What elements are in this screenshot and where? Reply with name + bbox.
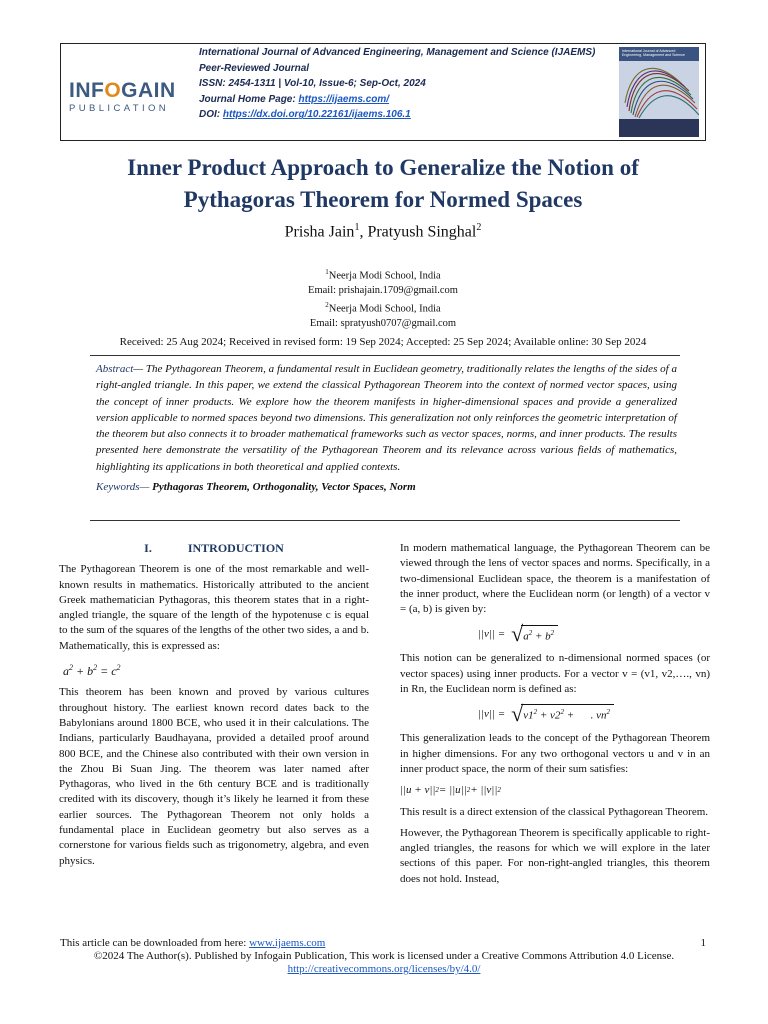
page-footer [60,937,708,976]
affiliations [60,265,706,331]
right-paragraph-3: This generalization leads to the concept of the Pythagorean Theorem in higher dimensions. For any two orthogonal vectors u and v in an inner product space, the norm of their sum satisfies: [400,732,710,775]
license-link[interactable]: http://creativecommons.org/licenses/by/4.0/ [287,963,481,975]
journal-cover-image [619,47,699,137]
orthogonal-sum-equation: ||u + v|| 2 = ||u|| 2 + ||v|| 2 [400,784,501,797]
keywords-text: Pythagoras Theorem, Orthogonality, Vector Spaces, Norm [152,481,416,494]
intro-paragraph-2: This theorem has been known and proved by various cultures throughout history. The earliest known record dates back to the Babylonians around 1800 BCE, who used it in their calculations. The Indians, particularly Baudhayana, provided a detailed proof around 800 BCE, and the Chinese also contributed with their own version in the Zhou Bi Suan Jing. The theorem was later named after Pythagoras, who lived in the 6th century BCE and is traditionally credited with its discovery, though it’s likely he learned it from these earlier sources. The Pythagorean Theorem not only holds a fundamental place in Euclidean geometry but also serves as a cornerstone for various fields such as trigonometry, algebra, and even physics. [59,686,369,867]
abstract-text: The Pythagorean Theorem, a fundamental result in Euclidean geometry, traditionally relates the lengths of the sides of a right-angled triangle. In this paper, we extend the classical Pythagorean Theorem into the context of normed vector spaces, using the concept of inner products. We explore how the theorem manifests in higher-dimensional spaces and provide a generalized version applicable to normed spaces beyond two dimensions. This generalization not only reinforces the geometric interpretation of the theorem but also connects it to broader mathematical frameworks such as vector spaces, norms, and inner products. The results presented here demonstrate the versatility of the Pythagorean Theorem and its relevance across various fields of mathematics, highlighting its applications in both theoretical and applied contexts. [96,363,678,473]
right-paragraph-2: This notion can be generalized to n-dimensional normed spaces (or vector spaces) using inner products. For a vector v = (v1, v2,…., vn) in Rn, the Euclidean norm is defined as: [400,652,710,696]
journal-info [199,45,611,123]
page-number: 1 [700,937,706,949]
journal-title: International Journal of Advanced Engineering, Management and Science (IJAEMS) [199,47,596,58]
doi-link[interactable]: https://dx.doi.org/10.22161/ijaems.106.1 [222,109,411,121]
logo-subtitle: PUBLICATION [69,103,170,114]
cover-footer [619,119,699,137]
journal-header [60,43,706,141]
email-1: Email: prishajain.1709@gmail.com [308,284,458,296]
abstract: Abstract— The Pythagorean Theorem, a fundamental result in Euclidean geometry, traditionally relates the lengths of the sides of a right-angled triangle. In this paper, we extend the classical Pythagorean Theorem into the context of normed vector spaces, using the concept of inner products. We explore how the theorem manifests in higher-dimensional spaces and provide a generalized version applicable to normed spaces beyond two dimensions. This generalization not only reinforces the geometric interpretation of the theorem but also connects it to broader mathematical frameworks such as vector spaces, norms, and inner products. The results presented here demonstrate the versatility of the Pythagorean Theorem and its relevance across various fields of mathematics, highlighting its applications in both theoretical and applied contexts. [96,363,678,473]
cover-title: International Journal of Advanced Engineering, Management and Science [619,47,699,61]
doi-line: DOI: https://dx.doi.org/10.22161/ijaems.106.1 [199,109,411,121]
peer-reviewed-label: Peer-Reviewed Journal [199,62,310,74]
right-column [400,541,710,893]
paper-title: Inner Product Approach to Generalize the Notion of Pythagoras Theorem for Normed Spaces [127,155,639,212]
license-text: ©2024 The Author(s). Published by Infogain Publication, This work is licensed under a Creative Commons Attribution 4.0 License. [93,950,675,962]
affiliation-1: $^1$Neerja Modi School, India [325,268,441,282]
sqrt-symbol: $√v1^2 + v2^2$ + . $vn^2$ [511,703,614,725]
right-paragraph-4: This result is a direct extension of the classical Pythagorean Theorem. [400,805,709,818]
issn-line: ISSN: 2454-1311 | Vol-10, Issue-6; Sep-Oct, 2024 [199,78,426,90]
euclidean-norm-2d-equation: ||v|| = $√a^2 + b^2$ [478,623,710,645]
abstract-box [90,355,680,521]
author-1: Prisha Jain [284,223,355,241]
publication-dates: Received: 25 Aug 2024; Received in revised form: 19 Sep 2024; Accepted: 25 Sep 2024; Available online: 30 Sep 2024 [119,336,647,348]
affiliation-2: $^2$Neerja Modi School, India [325,301,441,315]
author-2: Pratyush Singhal [367,223,477,241]
homepage-line: Journal Home Page: https://ijaems.com/ [199,93,390,105]
left-column [59,541,369,875]
logo-wordmark: INFOGAIN [69,79,176,102]
right-paragraph-1: In modern mathematical language, the Pythagorean Theorem can be viewed through the lens of vector spaces and norms. Specifically, in a two-dimensional Euclidean space, the theorem is a manifestation of the inner product, where the Euclidean norm (or length) of a vector v = (a, b) is given by: [400,542,710,616]
download-link[interactable]: www.ijaems.com [249,937,326,949]
download-line: This article can be downloaded from here: www.ijaems.com [60,937,326,949]
infogain-logo [69,80,185,116]
pythagoras-formula: $a^2 + b^2 = c^2$ [63,663,121,679]
author-list: Prisha Jain$^1$, Pratyush Singhal$^2$ [284,222,482,241]
sqrt-symbol: $√a^2 + b^2$ [511,623,558,645]
homepage-link[interactable]: https://ijaems.com/ [298,93,390,105]
right-paragraph-5: However, the Pythagorean Theorem is specifically applicable to right-angled triangles, the reasons for which we will explore in the later sections of this paper. For non-right-angled triangles, this theorem does not hold. Instead, [400,826,710,885]
intro-paragraph-1: The Pythagorean Theorem is one of the most remarkable and well-known results in mathematics. Historically attributed to the ancient Greek mathematician Pythagoras, this theorem states that in a right-angled triangle, the square of the length of the hypotenuse c is equal to the sum of the squares of the lengths of the other two sides, a and b. Mathematically, this is expressed as: [59,563,369,652]
keywords: Keywords— Pythagoras Theorem, Orthogonality, Vector Spaces, Norm [96,481,416,494]
email-2: Email: spratyush0707@gmail.com [309,317,457,329]
section-heading-introduction: I. INTRODUCTION [144,541,284,555]
euclidean-norm-nd-equation: ||v|| = $√v1^2 + v2^2$ + . $vn^2$ [478,703,710,725]
cover-art [619,61,699,119]
